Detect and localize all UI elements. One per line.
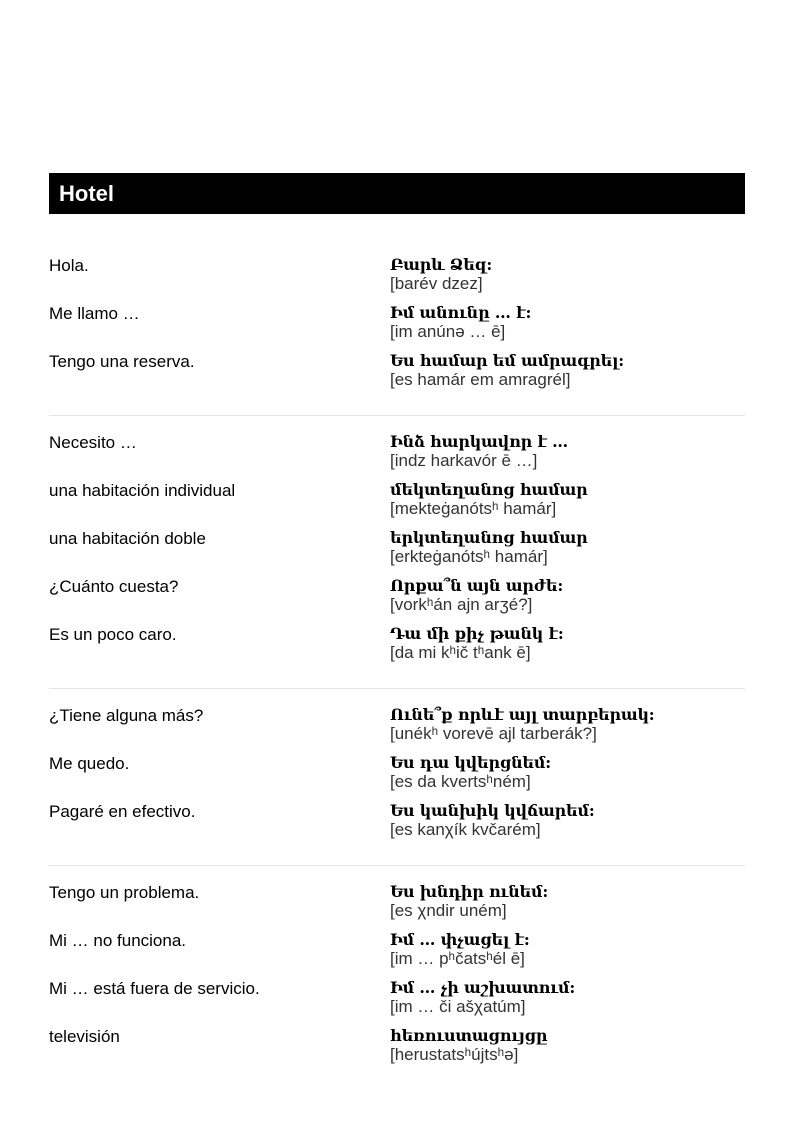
armenian-translation: [390, 576, 745, 624]
armenian-translation: [390, 1026, 745, 1074]
armenian-phrase: Որքա՞ն այն արժե:: [390, 576, 564, 595]
spanish-phrase: Es un poco caro.: [49, 625, 177, 644]
phrase-row: [49, 351, 745, 399]
transliteration: [es da kvertsʰném]: [390, 772, 531, 791]
phrase-row: [49, 930, 745, 978]
phrase-row: [49, 882, 745, 930]
phrase-list: [49, 255, 745, 1090]
armenian-phrase: Իմ անունը … է:: [390, 303, 532, 322]
phrase-row: [49, 624, 745, 672]
transliteration: [es kanχík kvčarém]: [390, 820, 541, 839]
armenian-translation: [390, 753, 745, 801]
armenian-phrase: Ես համար եմ ամրագրել:: [390, 351, 625, 370]
spanish-phrase: una habitación individual: [49, 481, 236, 500]
page-title: Hotel: [59, 180, 114, 206]
armenian-translation: [390, 255, 745, 303]
armenian-phrase: Ունե՞ք որևէ այլ տարբերակ:: [390, 705, 655, 724]
armenian-phrase: հեռուստացույցը: [390, 1026, 548, 1045]
transliteration: [erkteġanótsʰ hamár]: [390, 547, 548, 566]
armenian-translation: [390, 624, 745, 672]
armenian-phrase: Ես կանխիկ կվճարեմ:: [390, 801, 595, 820]
transliteration: [es hamár em amragrél]: [390, 370, 571, 389]
armenian-phrase: Ես խնդիր ունեմ:: [390, 882, 549, 901]
phrase-section: [49, 882, 745, 1090]
phrase-row: [49, 978, 745, 1026]
armenian-translation: [390, 801, 745, 849]
armenian-translation: [390, 882, 745, 930]
transliteration: [unékʰ vorevē ajl tarberák?]: [390, 724, 597, 743]
spanish-phrase: Me quedo.: [49, 754, 130, 773]
phrase-row: [49, 432, 745, 480]
armenian-translation: [390, 705, 745, 753]
phrase-section: [49, 432, 745, 689]
phrase-row: [49, 753, 745, 801]
armenian-phrase: Դա մի քիչ թանկ է:: [390, 624, 564, 643]
armenian-phrase: երկտեղանոց համար: [390, 528, 588, 547]
spanish-phrase: una habitación doble: [49, 529, 206, 548]
phrase-row: [49, 1026, 745, 1074]
transliteration: [im … pʰčatsʰél ē]: [390, 949, 525, 968]
armenian-translation: [390, 930, 745, 978]
spanish-phrase: Hola.: [49, 256, 89, 275]
transliteration: [im … či ašχatúm]: [390, 997, 526, 1016]
armenian-translation: [390, 528, 745, 576]
armenian-translation: [390, 432, 745, 480]
phrase-row: [49, 705, 745, 753]
armenian-translation: [390, 480, 745, 528]
spanish-phrase: televisión: [49, 1027, 120, 1046]
phrase-row: [49, 801, 745, 849]
spanish-phrase: ¿Tiene alguna más?: [49, 706, 204, 725]
transliteration: [da mi kʰič tʰank ē]: [390, 643, 531, 662]
phrase-row: [49, 480, 745, 528]
transliteration: [mekteġanótsʰ hamár]: [390, 499, 557, 518]
spanish-phrase: Tengo un problema.: [49, 883, 200, 902]
phrase-section: [49, 705, 745, 866]
armenian-phrase: Բարև Ձեզ:: [390, 255, 493, 274]
spanish-phrase: ¿Cuánto cuesta?: [49, 577, 179, 596]
spanish-phrase: Necesito …: [49, 433, 137, 452]
section-header: [49, 173, 745, 214]
spanish-phrase: Pagaré en efectivo.: [49, 802, 196, 821]
spanish-phrase: Mi … está fuera de servicio.: [49, 979, 260, 998]
armenian-translation: [390, 303, 745, 351]
phrase-row: [49, 255, 745, 303]
phrasebook-page: [49, 173, 745, 1090]
spanish-phrase: Mi … no funciona.: [49, 931, 187, 950]
armenian-phrase: Իմ … չի աշխատում:: [390, 978, 576, 997]
armenian-translation: [390, 978, 745, 1026]
armenian-translation: [390, 351, 745, 399]
armenian-phrase: մեկտեղանոց համար: [390, 480, 588, 499]
transliteration: [barév dzez]: [390, 274, 483, 293]
spanish-phrase: Tengo una reserva.: [49, 352, 195, 371]
spanish-phrase: Me llamo …: [49, 304, 140, 323]
phrase-section: [49, 255, 745, 416]
transliteration: [herustatsʰújtsʰə]: [390, 1045, 519, 1064]
phrase-row: [49, 303, 745, 351]
armenian-phrase: Իմ … փչացել է:: [390, 930, 530, 949]
armenian-phrase: Ինձ հարկավոր է …: [390, 432, 568, 451]
armenian-phrase: Ես դա կվերցնեմ:: [390, 753, 551, 772]
transliteration: [es χndir uném]: [390, 901, 507, 920]
transliteration: [vorkʰán ajn arʒé?]: [390, 595, 533, 614]
transliteration: [indz harkavór ē …]: [390, 451, 538, 470]
phrase-row: [49, 576, 745, 624]
phrase-row: [49, 528, 745, 576]
transliteration: [im anúnə … ē]: [390, 322, 506, 341]
